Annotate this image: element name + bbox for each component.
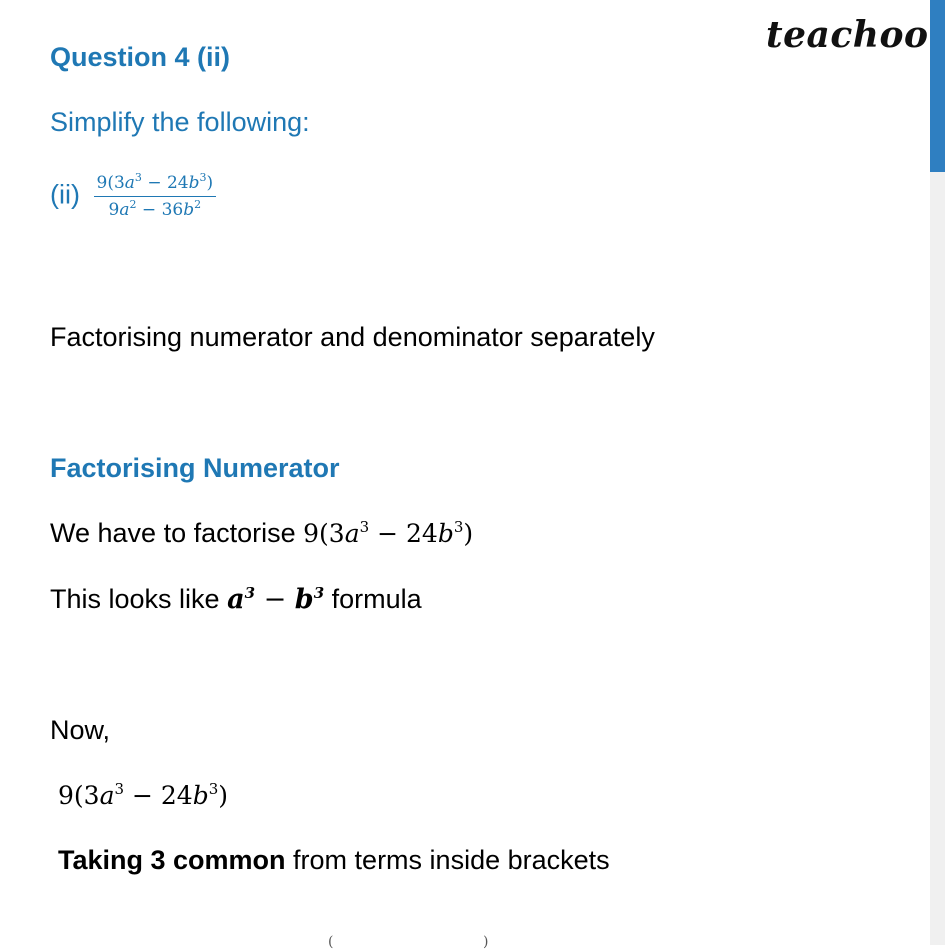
- factorise-expression: $9(3a^3 - 24b^3)$: [303, 518, 474, 548]
- scrollbar-thumb[interactable]: [930, 0, 945, 172]
- fraction-denominator: $9a^2 - 36b^2$: [108, 198, 202, 220]
- factorising-text: Factorising numerator and denominator separately: [50, 322, 655, 352]
- cut-off-glyph-left: (: [328, 934, 334, 950]
- cut-off-glyph-right: ): [483, 934, 489, 950]
- formula-expression: $a^3 - b^3$: [227, 584, 325, 615]
- expression-line: $9(3a^3 - 24b^3)$: [58, 780, 229, 810]
- teachoo-logo: teachoo: [766, 14, 929, 56]
- section-heading: Factorising Numerator: [50, 453, 340, 483]
- formula-line: This looks like $a^3 - b^3$ formula: [50, 584, 422, 615]
- scrollbar-track[interactable]: [930, 0, 945, 945]
- question-title: Question 4 (ii): [50, 42, 231, 72]
- now-text: Now,: [50, 715, 111, 745]
- fraction-numerator: $9(3a^3 - 24b^3)$: [94, 172, 217, 197]
- taking-common-line: Taking 3 common from terms inside brackets: [58, 845, 610, 875]
- factorise-line: We have to factorise $9(3a^3 - 24b^3)$: [50, 518, 474, 548]
- fraction: [94, 172, 217, 221]
- part-label: (ii): [50, 179, 80, 210]
- question-expression: [50, 172, 216, 221]
- instruction-text: Simplify the following:: [50, 107, 310, 137]
